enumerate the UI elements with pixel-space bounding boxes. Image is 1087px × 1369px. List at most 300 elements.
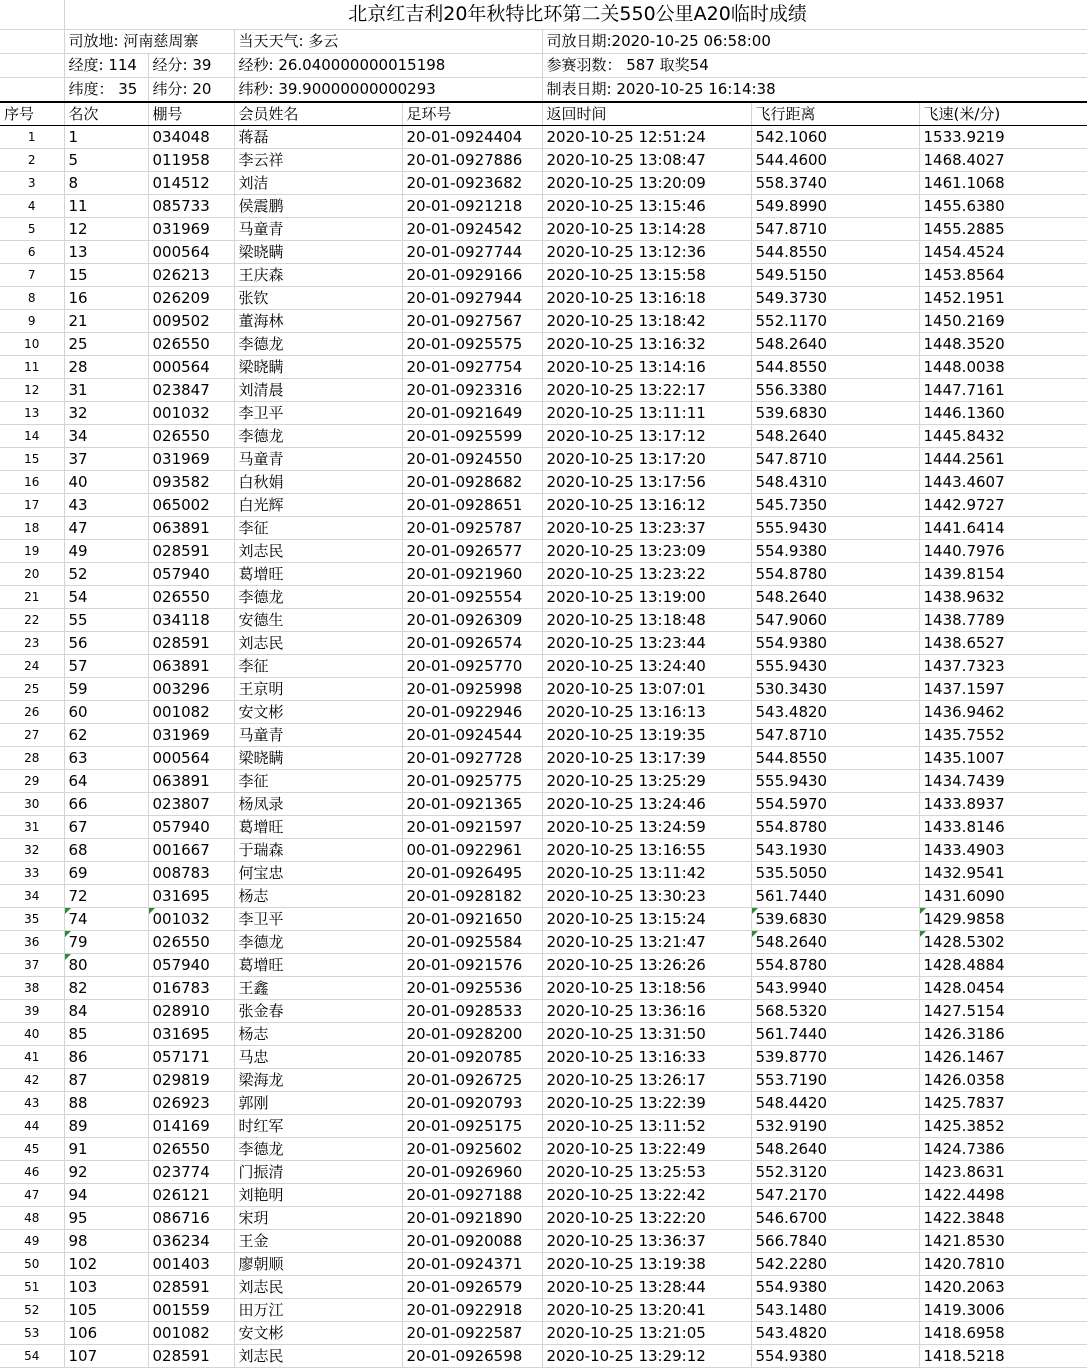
cell-return-time[interactable]: 2020-10-25 13:23:37 <box>542 517 751 540</box>
cell-speed[interactable]: 1453.8564 <box>919 264 1087 287</box>
cell-speed[interactable]: 1439.8154 <box>919 563 1087 586</box>
cell-loft[interactable]: 028591 <box>148 632 234 655</box>
cell-rank[interactable]: 13 <box>64 241 148 264</box>
cell-seq[interactable]: 41 <box>0 1046 64 1069</box>
cell-rank[interactable]: 64 <box>64 770 148 793</box>
cell-rank[interactable]: 37 <box>64 448 148 471</box>
latitude[interactable]: 纬度： 35 <box>64 78 148 103</box>
cell-speed[interactable]: 1433.8146 <box>919 816 1087 839</box>
cell-loft[interactable]: 034118 <box>148 609 234 632</box>
cell-member[interactable]: 王庆森 <box>234 264 402 287</box>
cell-ring[interactable]: 20-01-0922587 <box>402 1322 542 1345</box>
cell-seq[interactable]: 43 <box>0 1092 64 1115</box>
cell-member[interactable]: 刘志民 <box>234 540 402 563</box>
cell-member[interactable]: 梁晓瞒 <box>234 356 402 379</box>
cell-distance[interactable]: 548.4420 <box>751 1092 919 1115</box>
cell-ring[interactable]: 20-01-0926725 <box>402 1069 542 1092</box>
cell-speed[interactable]: 1427.5154 <box>919 1000 1087 1023</box>
cell-member[interactable]: 刘志民 <box>234 1345 402 1368</box>
cell-return-time[interactable]: 2020-10-25 13:20:41 <box>542 1299 751 1322</box>
cell-ring[interactable]: 20-01-0926574 <box>402 632 542 655</box>
cell-rank[interactable]: 80 <box>64 954 148 977</box>
cell-distance[interactable]: 543.1480 <box>751 1299 919 1322</box>
cell-speed[interactable]: 1422.4498 <box>919 1184 1087 1207</box>
cell-ring[interactable]: 20-01-0925536 <box>402 977 542 1000</box>
cell-distance[interactable]: 547.8710 <box>751 724 919 747</box>
cell-return-time[interactable]: 2020-10-25 13:36:37 <box>542 1230 751 1253</box>
cell-return-time[interactable]: 2020-10-25 13:20:09 <box>542 172 751 195</box>
cell-rank[interactable]: 52 <box>64 563 148 586</box>
cell-loft[interactable]: 063891 <box>148 655 234 678</box>
cell-seq[interactable]: 38 <box>0 977 64 1000</box>
cell-rank[interactable]: 102 <box>64 1253 148 1276</box>
cell-loft[interactable]: 000564 <box>148 241 234 264</box>
cell-rank[interactable]: 66 <box>64 793 148 816</box>
cell-member[interactable]: 刘艳明 <box>234 1184 402 1207</box>
cell-return-time[interactable]: 2020-10-25 13:25:29 <box>542 770 751 793</box>
cell-ring[interactable]: 20-01-0928533 <box>402 1000 542 1023</box>
cell-distance[interactable]: 542.2280 <box>751 1253 919 1276</box>
cell-loft[interactable]: 029819 <box>148 1069 234 1092</box>
cell-loft[interactable]: 023807 <box>148 793 234 816</box>
cell-ring[interactable]: 20-01-0921650 <box>402 908 542 931</box>
cell-member[interactable]: 李德龙 <box>234 1138 402 1161</box>
cell-speed[interactable]: 1441.6414 <box>919 517 1087 540</box>
cell-speed[interactable]: 1454.4524 <box>919 241 1087 264</box>
cell-rank[interactable]: 40 <box>64 471 148 494</box>
cell-seq[interactable]: 52 <box>0 1299 64 1322</box>
cell-rank[interactable]: 72 <box>64 885 148 908</box>
cell-loft[interactable]: 063891 <box>148 770 234 793</box>
cell-rank[interactable]: 92 <box>64 1161 148 1184</box>
cell-ring[interactable]: 20-01-0920785 <box>402 1046 542 1069</box>
cell-distance[interactable]: 561.7440 <box>751 1023 919 1046</box>
cell-member[interactable]: 安文彬 <box>234 1322 402 1345</box>
cell-loft[interactable]: 014512 <box>148 172 234 195</box>
cell-seq[interactable]: 11 <box>0 356 64 379</box>
latitude-seconds[interactable]: 纬秒: 39.90000000000293 <box>234 78 542 103</box>
latitude-minutes[interactable]: 纬分: 20 <box>148 78 234 103</box>
cell-loft[interactable]: 028591 <box>148 1276 234 1299</box>
cell-seq[interactable]: 21 <box>0 586 64 609</box>
cell-ring[interactable]: 20-01-0925787 <box>402 517 542 540</box>
cell-ring[interactable]: 20-01-0925770 <box>402 655 542 678</box>
cell-distance[interactable]: 554.8780 <box>751 816 919 839</box>
cell-seq[interactable]: 17 <box>0 494 64 517</box>
cell-seq[interactable]: 33 <box>0 862 64 885</box>
cell-distance[interactable]: 554.8780 <box>751 954 919 977</box>
cell-loft[interactable]: 028591 <box>148 1345 234 1368</box>
cell-seq[interactable]: 10 <box>0 333 64 356</box>
cell-member[interactable]: 董海林 <box>234 310 402 333</box>
cell-member[interactable]: 张钦 <box>234 287 402 310</box>
cell-return-time[interactable]: 2020-10-25 13:25:53 <box>542 1161 751 1184</box>
cell-member[interactable]: 白秋娟 <box>234 471 402 494</box>
cell-member[interactable]: 杨志 <box>234 885 402 908</box>
cell-return-time[interactable]: 2020-10-25 13:24:46 <box>542 793 751 816</box>
cell-ring[interactable]: 20-01-0927728 <box>402 747 542 770</box>
cell-loft[interactable]: 026550 <box>148 586 234 609</box>
cell-member[interactable]: 马忠 <box>234 1046 402 1069</box>
cell-ring[interactable]: 20-01-0926577 <box>402 540 542 563</box>
cell-ring[interactable]: 20-01-0928200 <box>402 1023 542 1046</box>
cell-loft[interactable]: 057940 <box>148 954 234 977</box>
cell-member[interactable]: 李云祥 <box>234 149 402 172</box>
cell-return-time[interactable]: 2020-10-25 13:16:32 <box>542 333 751 356</box>
cell-rank[interactable]: 74 <box>64 908 148 931</box>
cell-speed[interactable]: 1445.8432 <box>919 425 1087 448</box>
cell-return-time[interactable]: 2020-10-25 13:19:00 <box>542 586 751 609</box>
cell-return-time[interactable]: 2020-10-25 13:21:05 <box>542 1322 751 1345</box>
cell-member[interactable]: 李德龙 <box>234 931 402 954</box>
cell-distance[interactable]: 539.6830 <box>751 908 919 931</box>
cell-ring[interactable]: 20-01-0922946 <box>402 701 542 724</box>
cell-loft[interactable]: 057171 <box>148 1046 234 1069</box>
cell-member[interactable]: 门振清 <box>234 1161 402 1184</box>
cell-distance[interactable]: 544.8550 <box>751 356 919 379</box>
cell-seq[interactable]: 29 <box>0 770 64 793</box>
cell-member[interactable]: 李卫平 <box>234 402 402 425</box>
cell-seq[interactable]: 39 <box>0 1000 64 1023</box>
cell-seq[interactable]: 16 <box>0 471 64 494</box>
cell-speed[interactable]: 1418.5218 <box>919 1345 1087 1368</box>
cell-member[interactable]: 刘志民 <box>234 632 402 655</box>
cell-member[interactable]: 王金 <box>234 1230 402 1253</box>
cell-seq[interactable]: 46 <box>0 1161 64 1184</box>
cell-member[interactable]: 梁晓瞒 <box>234 747 402 770</box>
cell-loft[interactable]: 001559 <box>148 1299 234 1322</box>
cell-ring[interactable]: 00-01-0922961 <box>402 839 542 862</box>
cell-loft[interactable]: 000564 <box>148 747 234 770</box>
cell-speed[interactable]: 1533.9219 <box>919 126 1087 149</box>
cell-seq[interactable]: 3 <box>0 172 64 195</box>
cell-ring[interactable]: 20-01-0927188 <box>402 1184 542 1207</box>
cell-member[interactable]: 王京明 <box>234 678 402 701</box>
cell-ring[interactable]: 20-01-0927754 <box>402 356 542 379</box>
cell-return-time[interactable]: 2020-10-25 13:23:22 <box>542 563 751 586</box>
cell-member[interactable]: 侯震鹏 <box>234 195 402 218</box>
page-title[interactable]: 北京红吉利20年秋特比环第二关550公里A20临时成绩 <box>64 0 1087 30</box>
cell-speed[interactable]: 1448.3520 <box>919 333 1087 356</box>
cell-rank[interactable]: 54 <box>64 586 148 609</box>
cell-seq[interactable]: 35 <box>0 908 64 931</box>
cell-seq[interactable]: 20 <box>0 563 64 586</box>
cell-seq[interactable]: 23 <box>0 632 64 655</box>
cell-seq[interactable]: 2 <box>0 149 64 172</box>
cell-ring[interactable]: 20-01-0924542 <box>402 218 542 241</box>
cell-seq[interactable]: 32 <box>0 839 64 862</box>
entries-awards[interactable]: 参赛羽数： 587 取奖54 <box>542 54 1087 78</box>
cell-return-time[interactable]: 2020-10-25 13:16:13 <box>542 701 751 724</box>
cell-member[interactable]: 时红军 <box>234 1115 402 1138</box>
cell-ring[interactable]: 20-01-0923316 <box>402 379 542 402</box>
cell-return-time[interactable]: 2020-10-25 13:29:12 <box>542 1345 751 1368</box>
cell-loft[interactable]: 001032 <box>148 908 234 931</box>
cell-member[interactable]: 李德龙 <box>234 425 402 448</box>
longitude-minutes[interactable]: 经分: 39 <box>148 54 234 78</box>
cell-rank[interactable]: 98 <box>64 1230 148 1253</box>
cell-ring[interactable]: 20-01-0924550 <box>402 448 542 471</box>
cell-seq[interactable]: 13 <box>0 402 64 425</box>
cell-distance[interactable]: 542.1060 <box>751 126 919 149</box>
cell-ring[interactable]: 20-01-0927886 <box>402 149 542 172</box>
cell-member[interactable]: 马童青 <box>234 448 402 471</box>
cell-member[interactable]: 马童青 <box>234 218 402 241</box>
cell-ring[interactable]: 20-01-0921576 <box>402 954 542 977</box>
cell-return-time[interactable]: 2020-10-25 13:11:52 <box>542 1115 751 1138</box>
cell-speed[interactable]: 1426.1467 <box>919 1046 1087 1069</box>
cell-return-time[interactable]: 2020-10-25 13:26:26 <box>542 954 751 977</box>
cell-speed[interactable]: 1440.7976 <box>919 540 1087 563</box>
cell-ring[interactable]: 20-01-0925998 <box>402 678 542 701</box>
cell-speed[interactable]: 1435.1007 <box>919 747 1087 770</box>
cell-speed[interactable]: 1426.3186 <box>919 1023 1087 1046</box>
cell-speed[interactable]: 1446.1360 <box>919 402 1087 425</box>
cell-rank[interactable]: 28 <box>64 356 148 379</box>
cell-seq[interactable]: 14 <box>0 425 64 448</box>
cell-ring[interactable]: 20-01-0920793 <box>402 1092 542 1115</box>
cell-loft[interactable]: 063891 <box>148 517 234 540</box>
release-place[interactable]: 司放地: 河南慈周寨 <box>64 30 234 54</box>
cell-speed[interactable]: 1428.0454 <box>919 977 1087 1000</box>
cell-return-time[interactable]: 2020-10-25 12:51:24 <box>542 126 751 149</box>
cell-speed[interactable]: 1428.4884 <box>919 954 1087 977</box>
cell-ring[interactable]: 20-01-0921365 <box>402 793 542 816</box>
cell-distance[interactable]: 553.7190 <box>751 1069 919 1092</box>
cell-loft[interactable]: 031969 <box>148 218 234 241</box>
cell-speed[interactable]: 1428.5302 <box>919 931 1087 954</box>
cell-speed[interactable]: 1425.7837 <box>919 1092 1087 1115</box>
cell-member[interactable]: 郭刚 <box>234 1092 402 1115</box>
cell-speed[interactable]: 1455.6380 <box>919 195 1087 218</box>
cell-seq[interactable]: 9 <box>0 310 64 333</box>
cell-ring[interactable]: 20-01-0926495 <box>402 862 542 885</box>
cell-loft[interactable]: 034048 <box>148 126 234 149</box>
cell-rank[interactable]: 62 <box>64 724 148 747</box>
cell-rank[interactable]: 43 <box>64 494 148 517</box>
cell-rank[interactable]: 105 <box>64 1299 148 1322</box>
cell-distance[interactable]: 554.5970 <box>751 793 919 816</box>
cell-ring[interactable]: 20-01-0921890 <box>402 1207 542 1230</box>
cell-seq[interactable]: 19 <box>0 540 64 563</box>
cell-return-time[interactable]: 2020-10-25 13:22:39 <box>542 1092 751 1115</box>
cell-return-time[interactable]: 2020-10-25 13:16:18 <box>542 287 751 310</box>
cell-ring[interactable]: 20-01-0924404 <box>402 126 542 149</box>
weather[interactable]: 当天天气: 多云 <box>234 30 542 54</box>
cell-distance[interactable]: 532.9190 <box>751 1115 919 1138</box>
cell-return-time[interactable]: 2020-10-25 13:22:17 <box>542 379 751 402</box>
cell-loft[interactable]: 057940 <box>148 563 234 586</box>
cell-seq[interactable]: 34 <box>0 885 64 908</box>
cell-speed[interactable]: 1420.7810 <box>919 1253 1087 1276</box>
cell-speed[interactable]: 1433.4903 <box>919 839 1087 862</box>
cell-distance[interactable]: 539.6830 <box>751 402 919 425</box>
cell-loft[interactable]: 000564 <box>148 356 234 379</box>
cell-loft[interactable]: 001082 <box>148 701 234 724</box>
cell-distance[interactable]: 566.7840 <box>751 1230 919 1253</box>
cell-ring[interactable]: 20-01-0927744 <box>402 241 542 264</box>
cell-return-time[interactable]: 2020-10-25 13:24:40 <box>542 655 751 678</box>
cell-speed[interactable]: 1418.6958 <box>919 1322 1087 1345</box>
cell-ring[interactable]: 20-01-0920088 <box>402 1230 542 1253</box>
cell-speed[interactable]: 1438.7789 <box>919 609 1087 632</box>
cell-seq[interactable]: 50 <box>0 1253 64 1276</box>
cell-loft[interactable]: 026550 <box>148 931 234 954</box>
cell-distance[interactable]: 544.4600 <box>751 149 919 172</box>
cell-rank[interactable]: 55 <box>64 609 148 632</box>
cell-member[interactable]: 刘清晨 <box>234 379 402 402</box>
cell-loft[interactable]: 026550 <box>148 333 234 356</box>
header-rank[interactable]: 名次 <box>64 102 148 126</box>
cell-speed[interactable]: 1436.9462 <box>919 701 1087 724</box>
cell-ring[interactable]: 20-01-0928682 <box>402 471 542 494</box>
cell-member[interactable]: 杨凤录 <box>234 793 402 816</box>
cell-member[interactable]: 刘洁 <box>234 172 402 195</box>
cell-return-time[interactable]: 2020-10-25 13:17:56 <box>542 471 751 494</box>
cell-loft[interactable]: 001667 <box>148 839 234 862</box>
cell-ring[interactable]: 20-01-0924371 <box>402 1253 542 1276</box>
cell-return-time[interactable]: 2020-10-25 13:16:55 <box>542 839 751 862</box>
cell-seq[interactable]: 26 <box>0 701 64 724</box>
cell-loft[interactable]: 003296 <box>148 678 234 701</box>
cell-rank[interactable]: 91 <box>64 1138 148 1161</box>
cell-ring[interactable]: 20-01-0927944 <box>402 287 542 310</box>
cell-seq[interactable]: 28 <box>0 747 64 770</box>
cell-distance[interactable]: 543.9940 <box>751 977 919 1000</box>
cell-loft[interactable]: 016783 <box>148 977 234 1000</box>
cell-rank[interactable]: 11 <box>64 195 148 218</box>
cell-rank[interactable]: 88 <box>64 1092 148 1115</box>
cell-distance[interactable]: 548.4310 <box>751 471 919 494</box>
cell-rank[interactable]: 103 <box>64 1276 148 1299</box>
cell-speed[interactable]: 1433.8937 <box>919 793 1087 816</box>
cell-loft[interactable]: 031969 <box>148 448 234 471</box>
cell-ring[interactable]: 20-01-0927567 <box>402 310 542 333</box>
cell-member[interactable]: 宋玥 <box>234 1207 402 1230</box>
cell-distance[interactable]: 549.5150 <box>751 264 919 287</box>
cell-distance[interactable]: 548.2640 <box>751 586 919 609</box>
cell-member[interactable]: 田万江 <box>234 1299 402 1322</box>
cell-rank[interactable]: 59 <box>64 678 148 701</box>
cell-member[interactable]: 李征 <box>234 770 402 793</box>
header-member[interactable]: 会员姓名 <box>234 102 402 126</box>
cell-return-time[interactable]: 2020-10-25 13:30:23 <box>542 885 751 908</box>
cell-return-time[interactable]: 2020-10-25 13:15:24 <box>542 908 751 931</box>
cell-ring[interactable]: 20-01-0925602 <box>402 1138 542 1161</box>
cell-seq[interactable]: 44 <box>0 1115 64 1138</box>
cell-member[interactable]: 葛增旺 <box>234 563 402 586</box>
cell-distance[interactable]: 544.8550 <box>751 747 919 770</box>
cell-member[interactable]: 安德生 <box>234 609 402 632</box>
cell-rank[interactable]: 86 <box>64 1046 148 1069</box>
cell-member[interactable]: 李德龙 <box>234 333 402 356</box>
cell-speed[interactable]: 1434.7439 <box>919 770 1087 793</box>
blank-cell[interactable] <box>0 54 64 78</box>
cell-ring[interactable]: 20-01-0925175 <box>402 1115 542 1138</box>
cell-return-time[interactable]: 2020-10-25 13:23:09 <box>542 540 751 563</box>
cell-loft[interactable]: 028910 <box>148 1000 234 1023</box>
header-speed[interactable]: 飞速(米/分) <box>919 102 1087 126</box>
cell-seq[interactable]: 7 <box>0 264 64 287</box>
cell-speed[interactable]: 1426.0358 <box>919 1069 1087 1092</box>
cell-distance[interactable]: 539.8770 <box>751 1046 919 1069</box>
cell-return-time[interactable]: 2020-10-25 13:19:38 <box>542 1253 751 1276</box>
cell-speed[interactable]: 1424.7386 <box>919 1138 1087 1161</box>
cell-ring[interactable]: 20-01-0922918 <box>402 1299 542 1322</box>
cell-distance[interactable]: 554.9380 <box>751 632 919 655</box>
cell-ring[interactable]: 20-01-0921649 <box>402 402 542 425</box>
cell-distance[interactable]: 547.9060 <box>751 609 919 632</box>
cell-seq[interactable]: 22 <box>0 609 64 632</box>
cell-member[interactable]: 廖朝顺 <box>234 1253 402 1276</box>
cell-rank[interactable]: 84 <box>64 1000 148 1023</box>
cell-loft[interactable]: 031695 <box>148 1023 234 1046</box>
cell-distance[interactable]: 554.9380 <box>751 540 919 563</box>
cell-speed[interactable]: 1448.0038 <box>919 356 1087 379</box>
cell-seq[interactable]: 48 <box>0 1207 64 1230</box>
cell-return-time[interactable]: 2020-10-25 13:17:20 <box>542 448 751 471</box>
cell-loft[interactable]: 036234 <box>148 1230 234 1253</box>
cell-return-time[interactable]: 2020-10-25 13:18:48 <box>542 609 751 632</box>
cell-return-time[interactable]: 2020-10-25 13:17:12 <box>542 425 751 448</box>
cell-return-time[interactable]: 2020-10-25 13:15:58 <box>542 264 751 287</box>
cell-member[interactable]: 葛增旺 <box>234 954 402 977</box>
cell-distance[interactable]: 548.2640 <box>751 1138 919 1161</box>
cell-rank[interactable]: 5 <box>64 149 148 172</box>
cell-member[interactable]: 刘志民 <box>234 1276 402 1299</box>
header-return-time[interactable]: 返回时间 <box>542 102 751 126</box>
cell-seq[interactable]: 24 <box>0 655 64 678</box>
cell-loft[interactable]: 001032 <box>148 402 234 425</box>
cell-distance[interactable]: 555.9430 <box>751 655 919 678</box>
cell-member[interactable]: 杨志 <box>234 1023 402 1046</box>
cell-rank[interactable]: 87 <box>64 1069 148 1092</box>
cell-loft[interactable]: 026550 <box>148 1138 234 1161</box>
cell-speed[interactable]: 1444.2561 <box>919 448 1087 471</box>
cell-distance[interactable]: 547.8710 <box>751 218 919 241</box>
cell-speed[interactable]: 1450.2169 <box>919 310 1087 333</box>
cell-return-time[interactable]: 2020-10-25 13:22:20 <box>542 1207 751 1230</box>
cell-return-time[interactable]: 2020-10-25 13:11:11 <box>542 402 751 425</box>
cell-speed[interactable]: 1425.3852 <box>919 1115 1087 1138</box>
cell-return-time[interactable]: 2020-10-25 13:18:56 <box>542 977 751 1000</box>
cell-seq[interactable]: 27 <box>0 724 64 747</box>
cell-return-time[interactable]: 2020-10-25 13:23:44 <box>542 632 751 655</box>
cell-ring[interactable]: 20-01-0925775 <box>402 770 542 793</box>
cell-seq[interactable]: 4 <box>0 195 64 218</box>
header-distance[interactable]: 飞行距离 <box>751 102 919 126</box>
cell-rank[interactable]: 49 <box>64 540 148 563</box>
cell-member[interactable]: 何宝忠 <box>234 862 402 885</box>
cell-loft[interactable]: 031695 <box>148 885 234 908</box>
cell-speed[interactable]: 1419.3006 <box>919 1299 1087 1322</box>
cell-speed[interactable]: 1422.3848 <box>919 1207 1087 1230</box>
cell-loft[interactable]: 001403 <box>148 1253 234 1276</box>
cell-seq[interactable]: 31 <box>0 816 64 839</box>
cell-return-time[interactable]: 2020-10-25 13:15:46 <box>542 195 751 218</box>
cell-seq[interactable]: 15 <box>0 448 64 471</box>
cell-loft[interactable]: 023774 <box>148 1161 234 1184</box>
cell-speed[interactable]: 1435.7552 <box>919 724 1087 747</box>
cell-distance[interactable]: 554.8780 <box>751 563 919 586</box>
cell-ring[interactable]: 20-01-0926960 <box>402 1161 542 1184</box>
cell-loft[interactable]: 026923 <box>148 1092 234 1115</box>
cell-seq[interactable]: 47 <box>0 1184 64 1207</box>
cell-return-time[interactable]: 2020-10-25 13:14:28 <box>542 218 751 241</box>
cell-distance[interactable]: 547.8710 <box>751 448 919 471</box>
cell-distance[interactable]: 554.9380 <box>751 1276 919 1299</box>
cell-member[interactable]: 李卫平 <box>234 908 402 931</box>
